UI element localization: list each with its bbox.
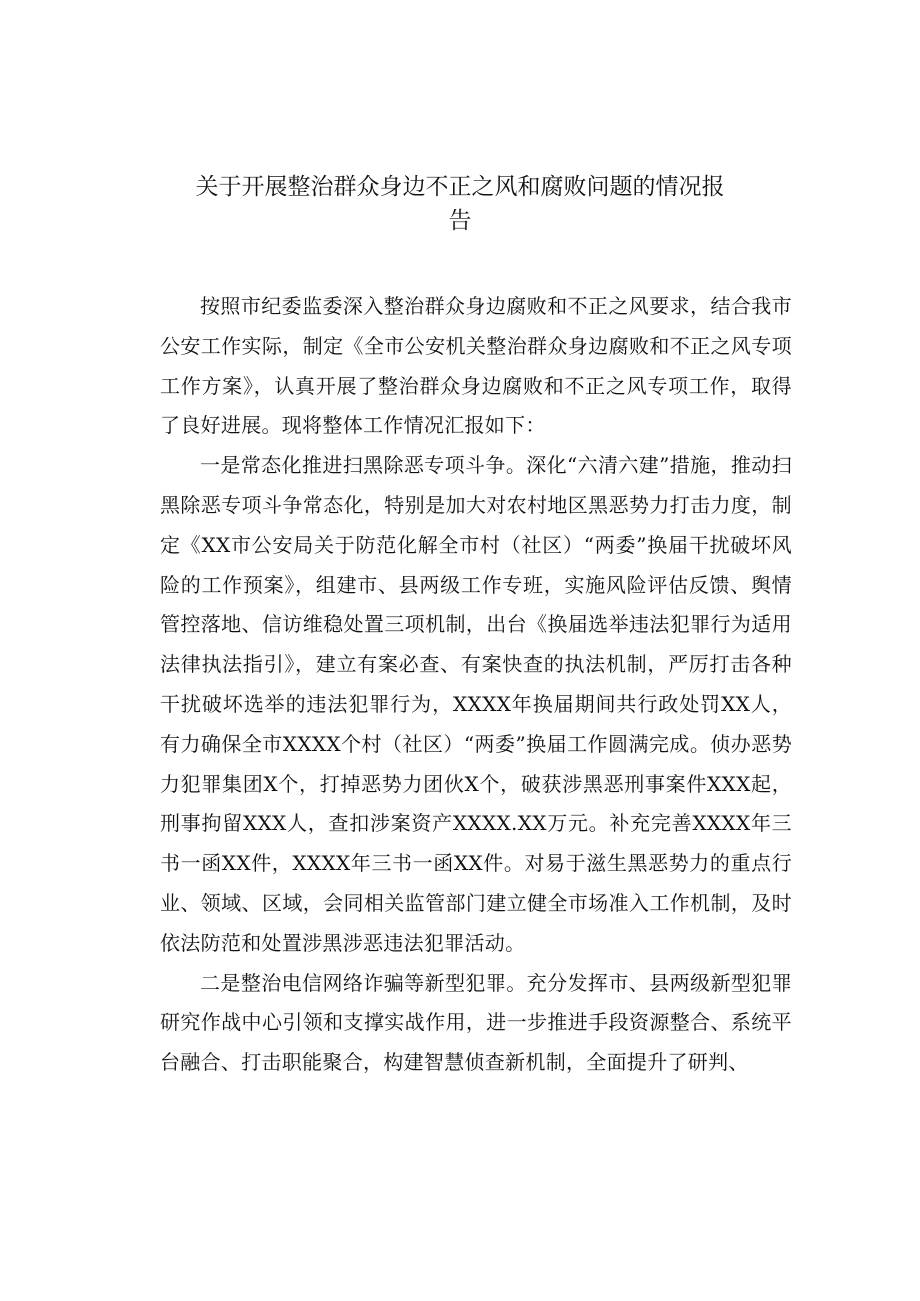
paragraph-intro: 按照市纪委监委深入整治群众身边腐败和不正之风要求，结合我市公安工作实际，制定《全市公安机关整治群众身边腐败和不正之风专项工作方案》，认真开展了整治群众身边腐败和不正之风专项工作，取得了良好进展。现将整体工作情况汇报如下： [160,294,792,438]
paragraph-item-2: 二是整治电信网络诈骗等新型犯罪。充分发挥市、县两级新型犯罪研究作战中心引领和支撑实战作用，进一步推进手段资源整合、系统平台融合、打击职能聚合，构建智慧侦查新机制，全面提升了研判、 [160,970,792,1075]
document-title-line-1: 关于开展整治群众身边不正之风和腐败问题的情况报 [195,174,725,200]
paragraph-item-1: 一是常态化推进扫黑除恶专项斗争。深化“六清六建”措施，推动扫黑除恶专项斗争常态化，特别是加大对农村地区黑恶势力打击力度，制定《XX市公安局关于防范化解全市村（社区）“两委”换届干扰破坏风险的工作预案》，组建市、县两级工作专班，实施风险评估反馈、舆情管控落地、信访维稳处置三项机制，出台《换届选举违法犯罪行为适用法律执法指引》，建立有案必查、有案快查的执法机制，严厉打击各种干扰破坏选举的违法犯罪行为，XXXX年换届期间共行政处罚XX人，有力确保全市XXXX个村（社区）“两委”换届工作圆满完成。侦办恶势力犯罪集团X个，打掉恶势力团伙X个，破获涉黑恶刑事案件XXX起，刑事拘留XXX人，查扣涉案资产XXXX.XX万元。补充完善XXXX年三书一函XX件，XXXX年三书一函XX件。对易于滋生黑恶势力的重点行业、领域、区域，会同相关监管部门建立健全市场准入工作机制，及时依法防范和处置涉黑涉恶违法犯罪活动。 [160,453,792,955]
document-title [160,170,760,238]
document-body [160,287,792,1083]
document-title-line-2: 告 [448,208,472,234]
